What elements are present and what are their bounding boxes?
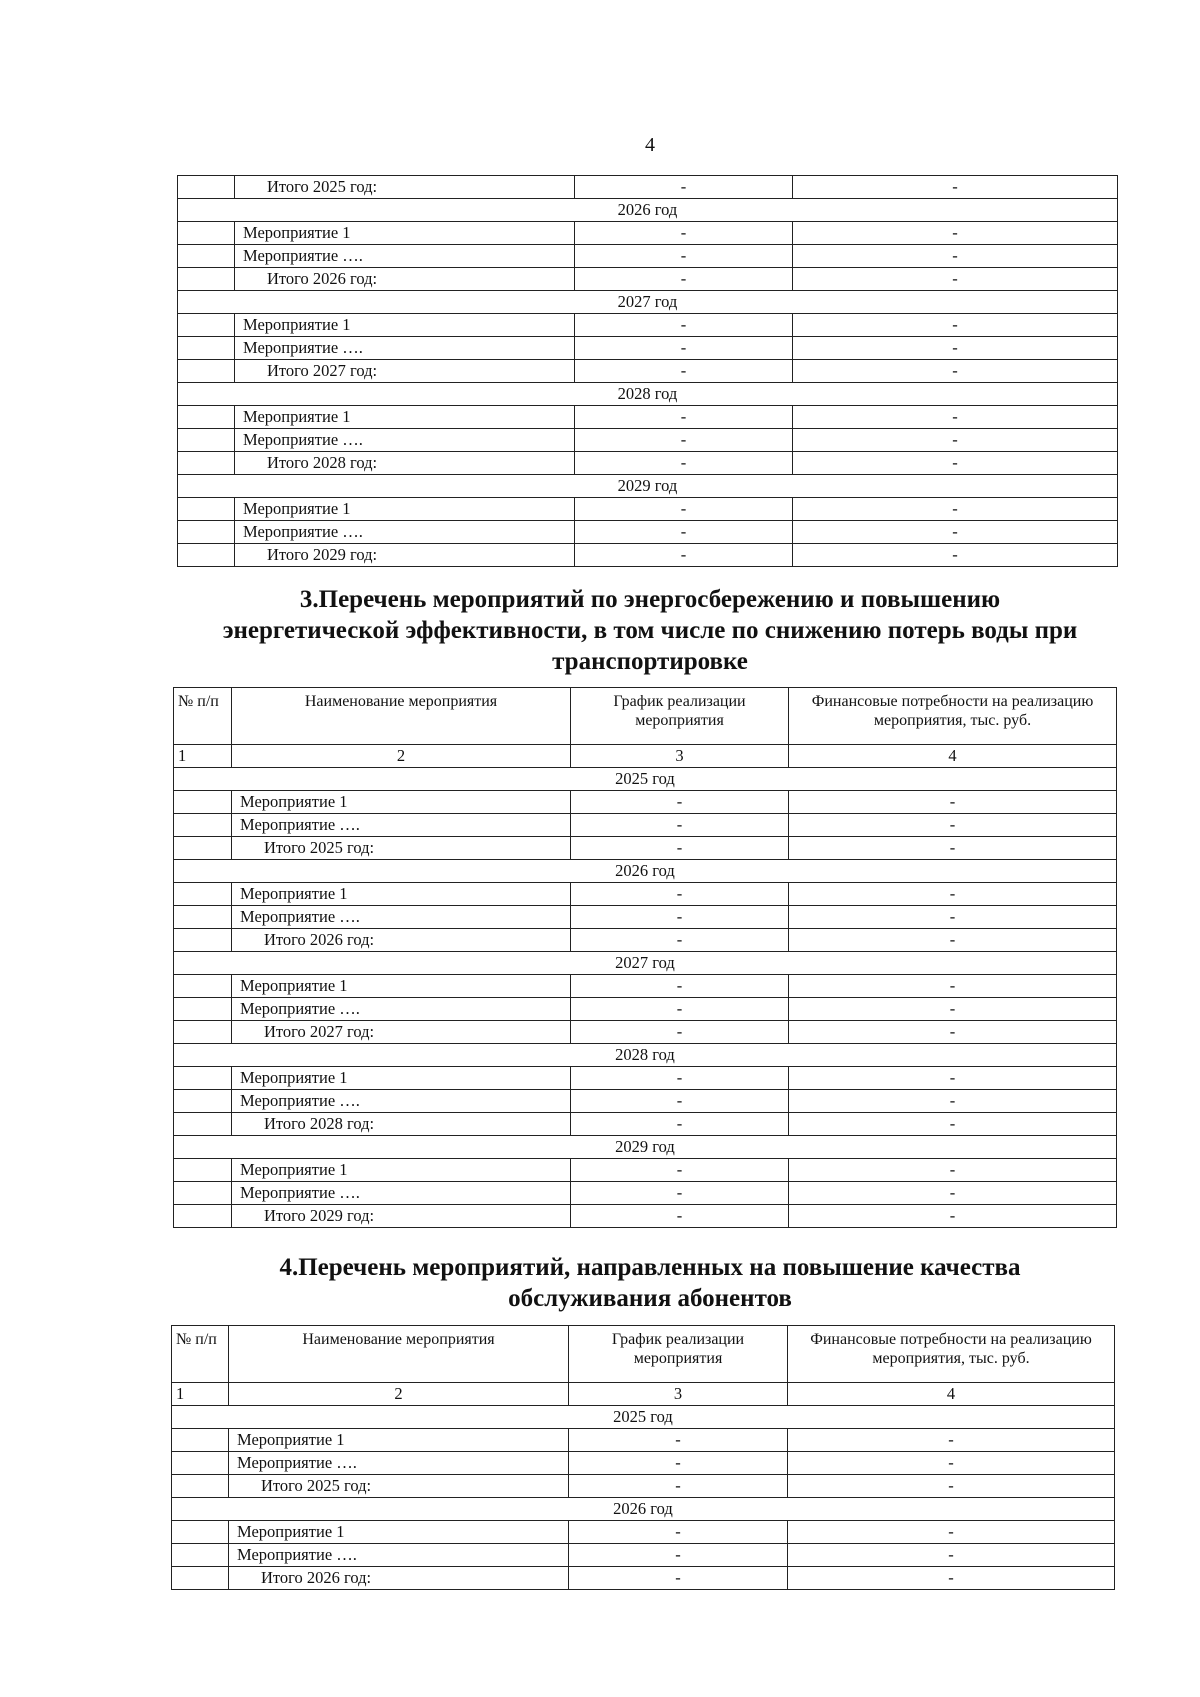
cell-schedule: - xyxy=(571,837,789,860)
cell-finance: - xyxy=(793,406,1118,429)
cell-finance: - xyxy=(789,883,1117,906)
total-label: Итого 2027 год: xyxy=(232,1021,571,1044)
year-row xyxy=(178,199,1118,222)
cell-finance: - xyxy=(789,998,1117,1021)
cell-number xyxy=(178,176,235,199)
year-row xyxy=(178,291,1118,314)
total-label: Итого 2025 год: xyxy=(229,1475,569,1498)
cell-number xyxy=(172,1544,229,1567)
total-label: Итого 2026 год: xyxy=(229,1567,569,1590)
table-row xyxy=(174,1182,1117,1205)
cell-schedule: - xyxy=(575,498,793,521)
cell-schedule: - xyxy=(575,176,793,199)
year-label: 2029 год xyxy=(174,1136,1117,1159)
cell-number xyxy=(174,998,232,1021)
table-row xyxy=(174,883,1117,906)
cell-schedule: - xyxy=(575,521,793,544)
cell-finance: - xyxy=(789,1067,1117,1090)
cell-number xyxy=(178,544,235,567)
total-row xyxy=(172,1475,1115,1498)
cell-finance: - xyxy=(789,1159,1117,1182)
cell-number xyxy=(174,1205,232,1228)
cell-finance: - xyxy=(788,1544,1115,1567)
column-number: 2 xyxy=(232,745,571,768)
cell-schedule: - xyxy=(571,1159,789,1182)
total-label: Итого 2025 год: xyxy=(232,837,571,860)
cell-finance: - xyxy=(788,1452,1115,1475)
cell-schedule: - xyxy=(569,1475,788,1498)
cell-number xyxy=(174,1090,232,1113)
table-row xyxy=(172,1544,1115,1567)
cell-schedule: - xyxy=(571,906,789,929)
total-row xyxy=(174,929,1117,952)
cell-finance: - xyxy=(789,1090,1117,1113)
cell-number xyxy=(172,1429,229,1452)
event-name: Мероприятие …. xyxy=(229,1452,569,1475)
cell-schedule: - xyxy=(575,544,793,567)
event-name: Мероприятие 1 xyxy=(235,314,575,337)
event-name: Мероприятие …. xyxy=(235,429,575,452)
total-label: Итого 2028 год: xyxy=(232,1113,571,1136)
header-col-schedule: График реализации мероприятия xyxy=(571,688,789,745)
event-name: Мероприятие 1 xyxy=(235,406,575,429)
cell-finance: - xyxy=(793,521,1118,544)
event-name: Мероприятие 1 xyxy=(229,1521,569,1544)
cell-number xyxy=(174,814,232,837)
table-row xyxy=(178,222,1118,245)
total-row xyxy=(178,268,1118,291)
cell-schedule: - xyxy=(571,791,789,814)
cell-finance: - xyxy=(789,1205,1117,1228)
year-row xyxy=(174,952,1117,975)
header-col-name: Наименование мероприятия xyxy=(229,1326,569,1383)
table-row xyxy=(178,429,1118,452)
cell-finance: - xyxy=(793,268,1118,291)
cell-finance: - xyxy=(789,1021,1117,1044)
event-name: Мероприятие …. xyxy=(232,998,571,1021)
section3-table xyxy=(173,687,1117,1228)
cell-schedule: - xyxy=(571,1113,789,1136)
table-row xyxy=(174,998,1117,1021)
table-body xyxy=(174,768,1117,1228)
cell-number xyxy=(174,837,232,860)
cell-schedule: - xyxy=(571,975,789,998)
header-col-name: Наименование мероприятия xyxy=(232,688,571,745)
year-label: 2028 год xyxy=(174,1044,1117,1067)
cell-finance: - xyxy=(793,544,1118,567)
header-row xyxy=(172,1326,1115,1383)
cell-finance: - xyxy=(788,1567,1115,1590)
total-label: Итого 2025 год: xyxy=(235,176,575,199)
table-row xyxy=(174,906,1117,929)
cell-finance: - xyxy=(788,1521,1115,1544)
cell-schedule: - xyxy=(571,929,789,952)
table-row xyxy=(172,1521,1115,1544)
event-name: Мероприятие 1 xyxy=(232,1159,571,1182)
cell-number xyxy=(178,429,235,452)
event-name: Мероприятие 1 xyxy=(229,1429,569,1452)
cell-number xyxy=(174,791,232,814)
header-col-finance: Финансовые потребности на реализацию мероприятия, тыс. руб. xyxy=(788,1326,1115,1383)
cell-finance: - xyxy=(793,314,1118,337)
total-row xyxy=(178,544,1118,567)
event-name: Мероприятие …. xyxy=(235,521,575,544)
total-row xyxy=(174,1021,1117,1044)
cell-schedule: - xyxy=(569,1567,788,1590)
section4-table xyxy=(171,1325,1115,1590)
cell-schedule: - xyxy=(575,245,793,268)
cell-schedule: - xyxy=(569,1429,788,1452)
cell-number xyxy=(174,1182,232,1205)
event-name: Мероприятие …. xyxy=(232,814,571,837)
cell-number xyxy=(178,337,235,360)
cell-number xyxy=(174,929,232,952)
total-label: Итого 2026 год: xyxy=(235,268,575,291)
cell-schedule: - xyxy=(571,1182,789,1205)
year-row xyxy=(172,1498,1115,1521)
cell-number xyxy=(178,314,235,337)
year-row xyxy=(174,768,1117,791)
cell-finance: - xyxy=(789,837,1117,860)
continued-table xyxy=(177,175,1118,567)
column-number: 4 xyxy=(788,1383,1115,1406)
column-number: 1 xyxy=(172,1383,229,1406)
cell-number xyxy=(178,222,235,245)
event-name: Мероприятие …. xyxy=(232,906,571,929)
cell-number xyxy=(174,1113,232,1136)
cell-number xyxy=(172,1567,229,1590)
year-label: 2026 год xyxy=(174,860,1117,883)
cell-number xyxy=(172,1475,229,1498)
event-name: Мероприятие …. xyxy=(229,1544,569,1567)
cell-finance: - xyxy=(793,222,1118,245)
table-row xyxy=(178,245,1118,268)
total-label: Итого 2026 год: xyxy=(232,929,571,952)
year-label: 2025 год xyxy=(174,768,1117,791)
cell-schedule: - xyxy=(569,1521,788,1544)
cell-finance: - xyxy=(793,429,1118,452)
cell-number xyxy=(174,1021,232,1044)
year-label: 2025 год xyxy=(172,1406,1115,1429)
cell-number xyxy=(178,498,235,521)
header-row xyxy=(174,688,1117,745)
cell-finance: - xyxy=(789,791,1117,814)
table-row xyxy=(174,1159,1117,1182)
cell-schedule: - xyxy=(575,268,793,291)
cell-schedule: - xyxy=(575,429,793,452)
total-row xyxy=(172,1567,1115,1590)
event-name: Мероприятие 1 xyxy=(235,222,575,245)
section3-heading-line3: транспортировке xyxy=(552,648,748,675)
cell-number xyxy=(172,1521,229,1544)
event-name: Мероприятие 1 xyxy=(232,975,571,998)
cell-number xyxy=(174,906,232,929)
table-row xyxy=(174,791,1117,814)
cell-finance: - xyxy=(793,452,1118,475)
cell-schedule: - xyxy=(571,1205,789,1228)
column-number-row xyxy=(172,1383,1115,1406)
cell-number xyxy=(178,360,235,383)
table-row xyxy=(178,314,1118,337)
event-name: Мероприятие …. xyxy=(235,337,575,360)
total-label: Итого 2028 год: xyxy=(235,452,575,475)
total-label: Итого 2029 год: xyxy=(235,544,575,567)
year-row xyxy=(178,475,1118,498)
year-row xyxy=(178,383,1118,406)
event-name: Мероприятие …. xyxy=(232,1182,571,1205)
cell-schedule: - xyxy=(571,998,789,1021)
year-label: 2027 год xyxy=(174,952,1117,975)
event-name: Мероприятие 1 xyxy=(235,498,575,521)
cell-number xyxy=(178,521,235,544)
event-name: Мероприятие …. xyxy=(232,1090,571,1113)
section3-heading-line1: 3.Перечень мероприятий по энергосбережению и повышению xyxy=(299,586,1001,613)
cell-finance: - xyxy=(793,498,1118,521)
table-row xyxy=(174,975,1117,998)
total-label: Итого 2029 год: xyxy=(232,1205,571,1228)
cell-number xyxy=(174,883,232,906)
year-row xyxy=(174,1044,1117,1067)
cell-finance: - xyxy=(789,1182,1117,1205)
year-label: 2026 год xyxy=(172,1498,1115,1521)
total-row xyxy=(174,1113,1117,1136)
table-row xyxy=(178,337,1118,360)
total-row xyxy=(178,176,1118,199)
section4-heading-line1: 4.Перечень мероприятий, направленных на повышение качества xyxy=(279,1254,1021,1281)
event-name: Мероприятие 1 xyxy=(232,791,571,814)
cell-schedule: - xyxy=(575,360,793,383)
cell-schedule: - xyxy=(571,1067,789,1090)
column-number: 1 xyxy=(174,745,232,768)
column-number: 3 xyxy=(569,1383,788,1406)
cell-number xyxy=(174,1159,232,1182)
total-row xyxy=(178,452,1118,475)
total-label: Итого 2027 год: xyxy=(235,360,575,383)
column-number: 3 xyxy=(571,745,789,768)
table-row xyxy=(174,1090,1117,1113)
cell-finance: - xyxy=(793,337,1118,360)
cell-schedule: - xyxy=(569,1544,788,1567)
event-name: Мероприятие …. xyxy=(235,245,575,268)
cell-finance: - xyxy=(789,929,1117,952)
year-label: 2028 год xyxy=(178,383,1118,406)
year-row xyxy=(174,1136,1117,1159)
total-row xyxy=(178,360,1118,383)
table-body xyxy=(172,1406,1115,1590)
page-number: 4 xyxy=(645,134,655,156)
event-name: Мероприятие 1 xyxy=(232,1067,571,1090)
year-label: 2027 год xyxy=(178,291,1118,314)
cell-schedule: - xyxy=(569,1452,788,1475)
column-number-row xyxy=(174,745,1117,768)
cell-schedule: - xyxy=(575,314,793,337)
cell-number xyxy=(178,268,235,291)
cell-schedule: - xyxy=(575,406,793,429)
cell-schedule: - xyxy=(575,222,793,245)
cell-schedule: - xyxy=(571,1021,789,1044)
event-name: Мероприятие 1 xyxy=(232,883,571,906)
section4-heading-line2: обслуживания абонентов xyxy=(508,1285,792,1312)
cell-finance: - xyxy=(793,176,1118,199)
cell-finance: - xyxy=(788,1475,1115,1498)
section3-heading-line2: энергетической эффективности, в том числе по снижению потерь воды при xyxy=(222,617,1078,644)
cell-finance: - xyxy=(793,360,1118,383)
header-col-number: № п/п xyxy=(172,1326,229,1383)
cell-schedule: - xyxy=(571,814,789,837)
cell-schedule: - xyxy=(575,337,793,360)
section3-heading xyxy=(150,584,1150,677)
total-row xyxy=(174,1205,1117,1228)
cell-number xyxy=(178,245,235,268)
cell-number xyxy=(178,406,235,429)
table-row xyxy=(178,406,1118,429)
table-row xyxy=(172,1452,1115,1475)
total-row xyxy=(174,837,1117,860)
table-body xyxy=(178,176,1118,567)
cell-finance: - xyxy=(789,975,1117,998)
year-row xyxy=(172,1406,1115,1429)
year-row xyxy=(174,860,1117,883)
header-col-number: № п/п xyxy=(174,688,232,745)
header-col-schedule: График реализации мероприятия xyxy=(569,1326,788,1383)
table-row xyxy=(178,521,1118,544)
cell-schedule: - xyxy=(575,452,793,475)
table-row xyxy=(172,1429,1115,1452)
table-row xyxy=(174,814,1117,837)
section4-heading xyxy=(150,1252,1150,1314)
header-col-finance: Финансовые потребности на реализацию мероприятия, тыс. руб. xyxy=(789,688,1117,745)
cell-number xyxy=(174,1067,232,1090)
cell-finance: - xyxy=(789,906,1117,929)
cell-finance: - xyxy=(789,814,1117,837)
cell-finance: - xyxy=(793,245,1118,268)
table-row xyxy=(178,498,1118,521)
cell-number xyxy=(172,1452,229,1475)
cell-number xyxy=(178,452,235,475)
cell-schedule: - xyxy=(571,1090,789,1113)
year-label: 2026 год xyxy=(178,199,1118,222)
cell-finance: - xyxy=(789,1113,1117,1136)
cell-schedule: - xyxy=(571,883,789,906)
table-row xyxy=(174,1067,1117,1090)
cell-number xyxy=(174,975,232,998)
year-label: 2029 год xyxy=(178,475,1118,498)
column-number: 2 xyxy=(229,1383,569,1406)
column-number: 4 xyxy=(789,745,1117,768)
cell-finance: - xyxy=(788,1429,1115,1452)
